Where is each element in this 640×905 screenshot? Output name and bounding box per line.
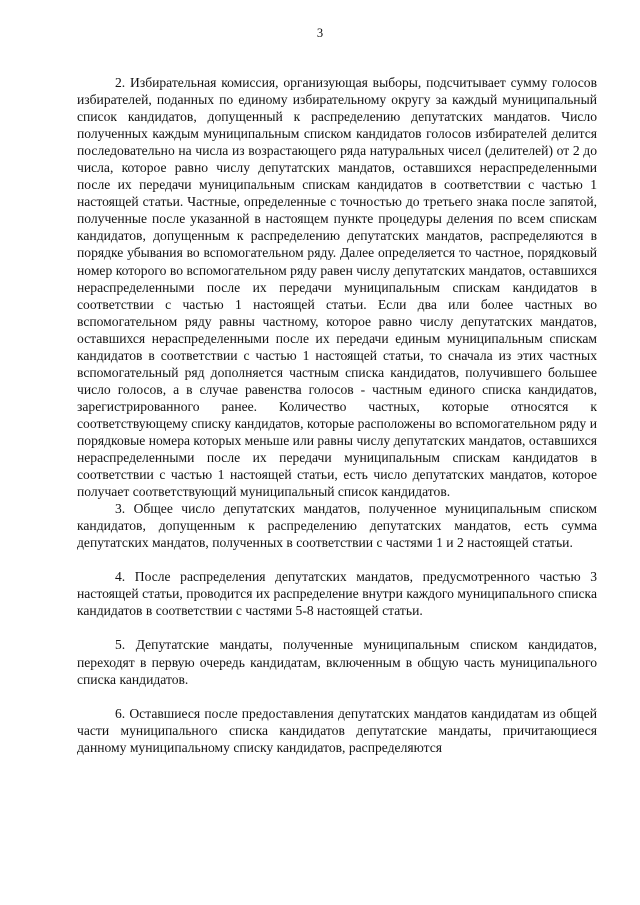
paragraph-4: 4. После распределения депутатских мандатов, предусмотренного частью 3 настоящей статьи, проводится их распределение внутри каждого муниципального списка кандидатов в соответствии с частями 5-8 настоящей статьи. [77, 569, 597, 619]
paragraph-5: 5. Депутатские мандаты, полученные муниципальным списком кандидатов, переходят в первую очередь кандидатам, включенным в общую часть муниципального списка кандидатов. [77, 637, 597, 687]
document-body [77, 74, 597, 756]
paragraph-3: 3. Общее число депутатских мандатов, полученное муниципальным списком кандидатов, допущенным к распределению депутатских мандатов, есть сумма депутатских мандатов, полученных в соответствии с частями 1 и 2 настоящей статьи. [77, 501, 597, 551]
paragraph-6: 6. Оставшиеся после предоставления депутатских мандатов кандидатам из общей части муниципального списка кандидатов депутатские мандаты, причитающиеся данному муниципальному списку кандидатов, распределяются [77, 705, 597, 755]
paragraph-2: 2. Избирательная комиссия, организующая выборы, подсчитывает сумму голосов избирателей, поданных по единому избирательному округу за каждый муниципальный список кандидатов, допущенный к распределению депутатских мандатов. Число полученных каждым муниципальным списком кандидатов голосов избирателей делится последовательно на числа из возрастающего ряда натуральных чисел (делителей) от 2 до числа, которое равно числу депутатских мандатов, оставшихся нераспределенными после их передачи муниципальным спискам кандидатов в соответствии с частью 1 настоящей статьи. Частные, определенные с точностью до третьего знака после запятой, полученные после указанной в настоящем пункте процедуры деления по всем спискам кандидатов, допущенным к распределению депутатских мандатов, распределяются в порядке убывания во вспомогательном ряду. Далее определяется то частное, порядковый номер которого во вспомогательном ряду равен числу депутатских мандатов, оставшихся нераспределенными после их передачи муниципальным спискам кандидатов в соответствии с частью 1 настоящей статьи. Если два или более частных во вспомогательном ряду равны частному, которое равно числу депутатских мандатов, оставшихся нераспределенными после их передачи единым муниципальным спискам кандидатов в соответствии с частью 1 настоящей статьи, то сначала из этих частных вспомогательный ряд дополняется частным списка кандидатов, получившего большее число голосов, а в случае равенства голосов - частным единого списка кандидатов, зарегистрированного ранее. Количество частных, которые относятся к соответствующему списку кандидатов, которые расположены во вспомогательном ряду и порядковые номера которых меньше или равны числу депутатских мандатов, оставшихся нераспределенными после их передачи муниципальным спискам кандидатов в соответствии с частью 1 настоящей статьи, есть число депутатских мандатов, которое получает соответствующий муниципальный список кандидатов. [77, 75, 597, 500]
page-number: 3 [316, 26, 324, 40]
